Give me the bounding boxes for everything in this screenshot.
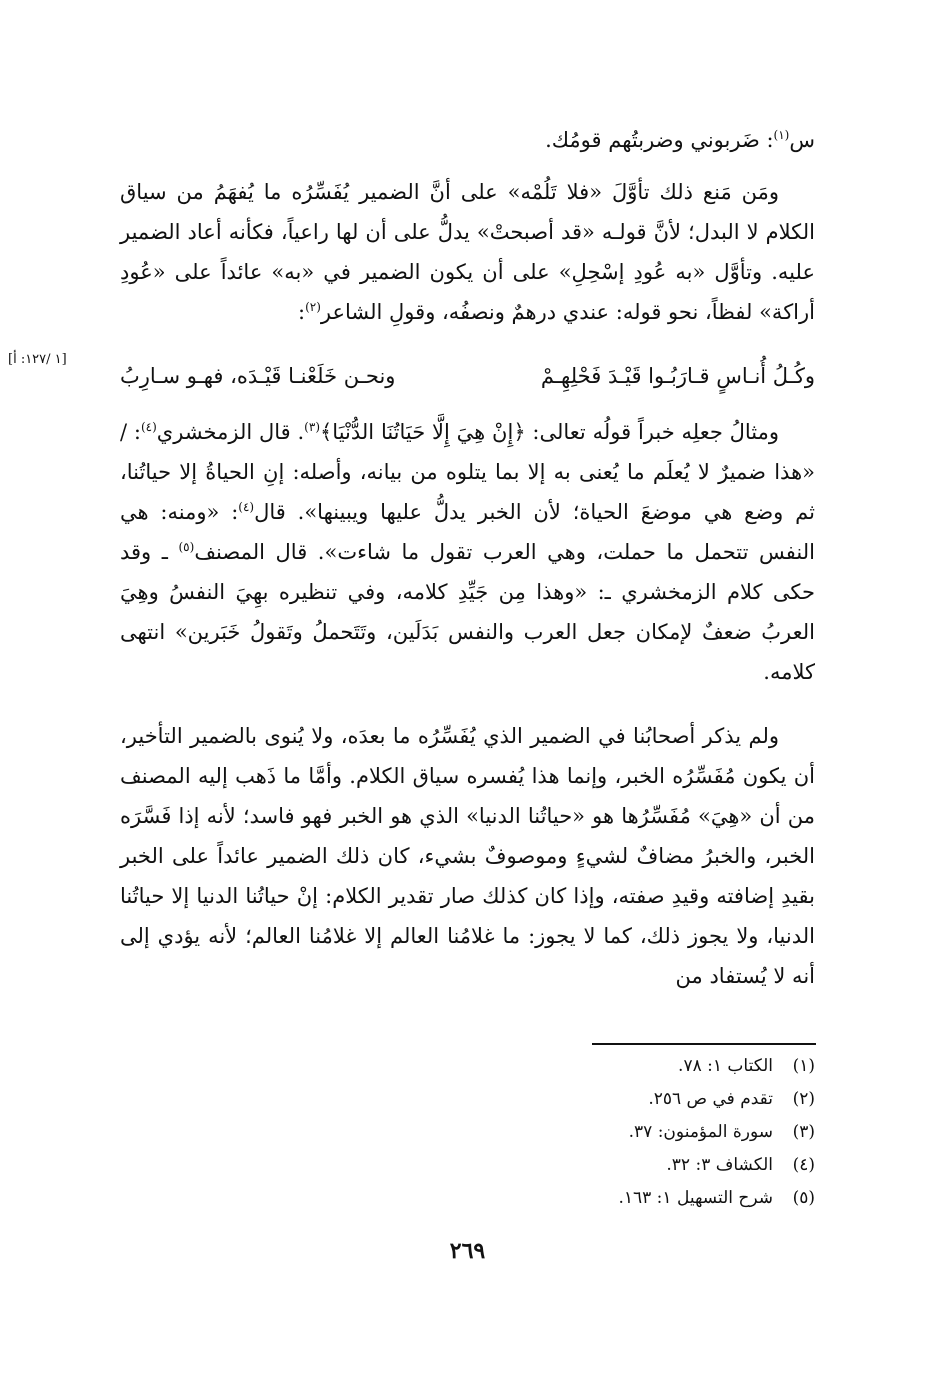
footnote — [415, 1182, 815, 1215]
paragraph-text: : «ومنه: هي النفس تتحمل ما حملت، وهي العرب تقول ما شاءت». قال المصنف — [120, 500, 815, 564]
paragraph-3 — [120, 716, 815, 996]
paragraph-text: . قال الزمخشري — [156, 420, 305, 444]
footnote-ref: (٥) — [178, 540, 195, 554]
manuscript-folio-note: [١ /١٢٧: أ] — [8, 352, 67, 367]
paragraph-text: ومثالُ جعلِه خبراً قولُه تعالى: ﴿إِنْ هِيَ إِلَّا حَيَاتُنَا الدُّنْيَا﴾ — [320, 420, 780, 444]
footnote-number: (٣) — [792, 1122, 815, 1142]
paragraph-text: ولم يذكر أصحابُنا في الضمير الذي يُفَسِّرُه ما بعدَه، ولا يُنوى بالضمير التأخير، أن يكون مُفَسِّرُه الخبر، وإنما هذا يُفسره سياق الكلام. وأمَّا ما ذَهب إليه المصنف من أن «هِيَ» مُفَسِّرُها هو «حياتُنا الدنيا» الذي هو الخبر فهو فاسد؛ لأنه إذا فَسَّرَه الخبر، والخبرُ مضافٌ لشيءٍ وموصوفٌ بشيء، كان ذلك الضمير عائداً على الخبر بقيدِ إضافته وقيدِ صفته، وإذا كان كذلك صار تقدير الكلام: إنْ حياتُنا الدنيا إلا حياتُنا الدنيا، ولا يجوز ذلك، كما لا يجوز: ما غلامُنا العالم إلا غلامُنا العالم؛ لأنه يؤدي إلى أنه لا يُستفاد من — [120, 724, 815, 988]
poetry-verse — [120, 356, 815, 396]
footnote-text: سورة المؤمنون: ٣٧. — [628, 1122, 773, 1142]
footnote-ref: (٤) — [238, 500, 255, 514]
footnote-separator — [592, 1043, 816, 1045]
paragraph-2 — [120, 412, 815, 692]
footnote-ref: (١) — [773, 128, 790, 142]
page-number: ٢٦٩ — [449, 1238, 486, 1264]
footnote-text: الكتاب ١: ٧٨. — [678, 1056, 773, 1076]
footnote-ref: (٣) — [304, 420, 320, 434]
footnote-number: (٢) — [792, 1089, 815, 1109]
paragraph-text: : / «هذا ضميرٌ لا يُعلَم ما يُعنى به إلا بما يتلوه من بيانه، وأصله: إنِ الحياةُ إلا حياتُنا، ثم وضع هي موضعَ الحياة؛ لأن الخبر يدلُّ عليها ويبينها». قال — [120, 420, 815, 524]
paragraph-text: : ضَربوني وضربتُهم قومُك. — [545, 128, 774, 152]
paragraph-text: ومَن مَنع ذلك تأوَّلَ «فلا تَلُمْه» على أنَّ الضمير يُفَسِّرُه ما يُفهَمُ من سياق الكلام لا البدل؛ لأنَّ قولـه «قد أصبحتْ» يدلُّ على أن لها راعياً، فكأنه أعاد الضمير عليه. وتأوَّل «به عُودِ إسْحِلِ» على أن يكون الضمير في «به» عائداً على «عُودِ أراكة» لفظاً، نحو قوله: عندي درهمٌ ونصفُه، وقولِ الشاعر — [120, 180, 815, 324]
footnote-number: (٥) — [792, 1188, 815, 1208]
paragraph-1 — [120, 172, 815, 332]
verse-second-hemistich: ونحـن خَلَعْنـا قَيْـدَه، فهـو سـارِبُ — [120, 364, 396, 388]
paragraph-text: : — [297, 300, 306, 324]
footnote-text: شرح التسهيل ١: ١٦٣. — [618, 1188, 773, 1208]
paragraph-text: ـ وقد حكى كلام الزمخشري ـ: «وهذا مِن جَيِّدِ كلامه، وفي تنظيره بهِيَ النفسُ وهِيَ العربُ ضعفٌ لإمكان جعل العرب والنفس بَدَلَين، وتَتَحملُ وتَقولُ خَبَرين» انتهى كلامه. — [120, 540, 815, 684]
footnote-text: تقدم في ص ٢٥٦. — [648, 1089, 773, 1109]
footnote — [415, 1050, 815, 1083]
footnote — [415, 1083, 815, 1116]
footnote-ref: (٢) — [305, 300, 321, 314]
verse-first-hemistich: وكُـلُ أُنـاسٍ قـارَبُـوا قَيْـدَ فَحْلِهِـمْ — [540, 364, 815, 388]
footnotes — [415, 1050, 815, 1215]
paragraph-text — [545, 128, 815, 152]
footnote-ref: (٤) — [140, 420, 157, 434]
paragraph-continuation — [120, 120, 815, 160]
paragraph-text: س — [789, 128, 815, 152]
footnote-number: (١) — [792, 1056, 815, 1076]
footnote — [415, 1116, 815, 1149]
footnote-number: (٤) — [792, 1155, 815, 1175]
footnote — [415, 1149, 815, 1182]
footnote-text: الكشاف ٣: ٣٢. — [666, 1155, 773, 1175]
